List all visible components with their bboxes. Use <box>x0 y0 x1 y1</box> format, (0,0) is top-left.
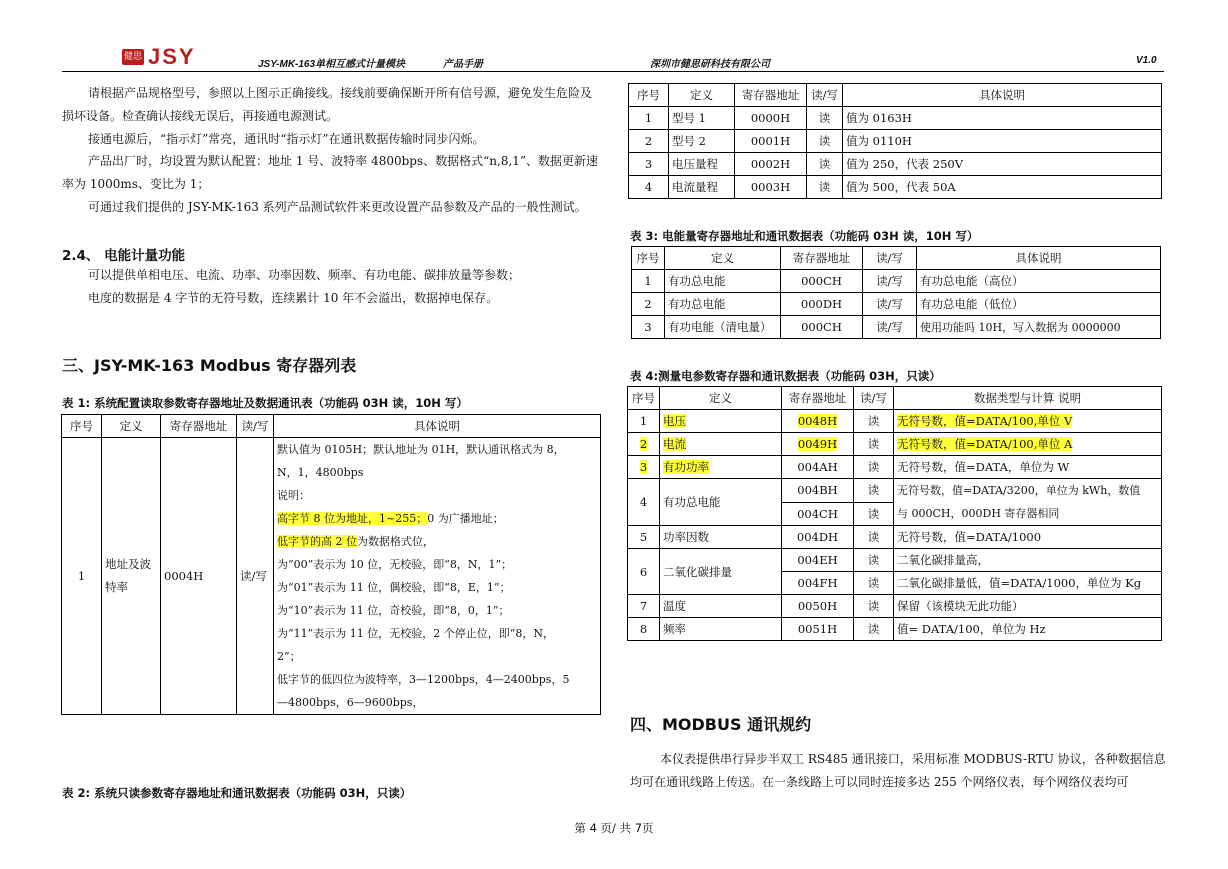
table-cell: 读 <box>854 549 894 572</box>
section-3-title: 三、JSY-MK-163 Modbus 寄存器列表 <box>62 356 357 375</box>
table-cell: 有功总电能 <box>665 293 781 316</box>
table4 <box>627 386 1162 641</box>
table-cell: 读 <box>854 433 894 456</box>
table-cell: 值为 250，代表 250V <box>843 153 1162 176</box>
highlight-mark: 电压 <box>663 414 686 428</box>
table-cell: 值为 500，代表 50A <box>843 176 1162 199</box>
table-cell: 读 <box>854 479 894 503</box>
table-cell <box>894 410 1162 433</box>
table-header-cell: 数据类型与计算 说明 <box>894 387 1162 410</box>
desc-line: 说明： <box>277 489 310 502</box>
table-cell: 温度 <box>660 595 782 618</box>
table-cell-description <box>274 438 601 715</box>
table-cell: 000CH <box>781 316 863 339</box>
table-row <box>632 316 1161 339</box>
table-cell: 有功总电能（低位） <box>917 293 1161 316</box>
paragraph-modbus: 本仪表提供串行异步半双工 RS485 通讯接口，采用标准 MODBUS-RTU 协议，各种数据信息均可在通讯线路上传送。在一条线路上可以同时连接多达 255 个网络仪表，每个网络仪表均可 <box>630 752 1166 789</box>
table-row <box>629 107 1162 130</box>
table3 <box>631 246 1161 339</box>
desc-line-highlighted <box>277 507 597 530</box>
table2-header-row <box>629 84 1162 107</box>
table-cell: 004DH <box>782 526 854 549</box>
table-cell: 004FH <box>782 572 854 595</box>
table-cell: 4 <box>628 479 660 526</box>
table-cell: 有功总电能（高位） <box>917 270 1161 293</box>
table3-header-row <box>632 247 1161 270</box>
table-header-cell: 具体说明 <box>917 247 1161 270</box>
table-row <box>62 438 601 715</box>
desc-line: 2”； <box>277 650 301 663</box>
section-2-4-title: 2.4、 电能计量功能 <box>62 248 186 264</box>
table-cell: 0050H <box>782 595 854 618</box>
desc-line: 为“00”表示为 10 位，无校验，即“8，N，1”； <box>277 558 513 571</box>
table-cell: 0000H <box>735 107 807 130</box>
table-cell: 电流量程 <box>669 176 735 199</box>
table-header-cell: 序号 <box>628 387 660 410</box>
table-header-cell: 定义 <box>669 84 735 107</box>
table-cell: 读/写 <box>863 270 917 293</box>
table-cell: 8 <box>628 618 660 641</box>
table-cell: 0002H <box>735 153 807 176</box>
table-cell: 值= DATA/100，单位为 Hz <box>894 618 1162 641</box>
table-cell-def: 地址及波特率 <box>102 438 161 715</box>
desc-line: 无符号数，值=DATA/3200，单位为 kWh，数值 <box>897 484 1141 497</box>
table-header-cell: 定义 <box>660 387 782 410</box>
table-cell: 2 <box>632 293 665 316</box>
table-cell: 二氧化碳排量高， <box>894 549 1162 572</box>
table-row <box>628 410 1162 433</box>
table-header-cell: 读/写 <box>854 387 894 410</box>
table-cell: 6 <box>628 549 660 595</box>
table-cell: 保留（该模块无此功能） <box>894 595 1162 618</box>
table-header-cell: 定义 <box>102 415 161 438</box>
table-header-cell: 序号 <box>632 247 665 270</box>
table-cell: 有功总电能 <box>665 270 781 293</box>
paragraph-defaults: 产品出厂时，均设置为默认配置：地址 1 号、波特率 4800bps、数据格式“n,8,1”、数据更新速率为 1000ms、变比为 1； <box>62 154 599 191</box>
highlight-mark: 无符号数，值=DATA/100,单位 V <box>897 414 1073 428</box>
table-cell: 0003H <box>735 176 807 199</box>
table-cell-addr: 0004H <box>161 438 237 715</box>
table3-caption: 表 3: 电能量寄存器地址和通讯数据表（功能码 03H 读，10H 写） <box>630 229 979 243</box>
table-cell <box>782 410 854 433</box>
table-cell: 读 <box>854 618 894 641</box>
table-cell: 读 <box>807 176 843 199</box>
header-product: JSY-MK-163单相互感式计量模块 <box>258 59 406 70</box>
table-cell: 型号 2 <box>669 130 735 153</box>
table-cell <box>894 433 1162 456</box>
table-header-cell: 寄存器地址 <box>782 387 854 410</box>
header-rule <box>62 71 1164 72</box>
page-number: 第 4 页/ 共 7页 <box>574 821 654 835</box>
table-header-cell: 序号 <box>62 415 102 438</box>
table-cell: 004AH <box>782 456 854 479</box>
table-cell: 004BH <box>782 479 854 503</box>
table-header-cell: 寄存器地址 <box>161 415 237 438</box>
highlight-mark: 0049H <box>797 437 838 451</box>
logo-text: JSY <box>148 44 196 69</box>
highlight-mark: 0048H <box>797 414 838 428</box>
table-cell: 读 <box>807 153 843 176</box>
table-row <box>628 595 1162 618</box>
table-cell: 1 <box>629 107 669 130</box>
table-cell: 二氧化碳排量 <box>660 549 782 595</box>
table-cell: 值为 0163H <box>843 107 1162 130</box>
table-cell: 读 <box>807 107 843 130</box>
table-row <box>628 618 1162 641</box>
paragraph-software: 可通过我们提供的 JSY-MK-163 系列产品测试软件来更改设置产品参数及产品的一般性测试。 <box>88 200 587 214</box>
table-cell: 0001H <box>735 130 807 153</box>
paragraph-energy: 电度的数据是 4 字节的无符号数，连续累计 10 年不会溢出，数据掉电保存。 <box>88 291 499 305</box>
table-row <box>628 433 1162 456</box>
table-cell <box>660 456 782 479</box>
desc-text: 0 为广播地址； <box>427 512 504 525</box>
section-4-title: 四、MODBUS 通讯规约 <box>630 715 812 734</box>
table-cell: 0051H <box>782 618 854 641</box>
table-cell <box>628 456 660 479</box>
table-header-cell: 寄存器地址 <box>735 84 807 107</box>
table-cell: 000CH <box>781 270 863 293</box>
table-cell: 值为 0110H <box>843 130 1162 153</box>
header-doc-type: 产品手册 <box>443 59 483 70</box>
table-cell: 读/写 <box>863 316 917 339</box>
table-cell <box>660 433 782 456</box>
table-cell: 1 <box>628 410 660 433</box>
desc-line: 默认值为 0105H；默认地址为 01H，默认通讯格式为 8， <box>277 443 565 456</box>
desc-line: N，1，4800bps <box>277 466 364 479</box>
table1 <box>61 414 601 715</box>
table2-caption: 表 2: 系统只读参数寄存器地址和通讯数据表（功能码 03H，只读） <box>62 786 412 800</box>
paragraph-wiring: 请根据产品规格型号，参照以上图示正确接线。接线前要确保断开所有信号源，避免发生危险及损坏设备。检查确认接线无误后，再接通电源测试。 <box>62 86 593 123</box>
table-cell: 电压量程 <box>669 153 735 176</box>
table-cell: 有功总电能 <box>660 479 782 526</box>
table1-header-row <box>62 415 601 438</box>
table-cell <box>894 479 1162 526</box>
logo-seal: 健思 <box>122 49 144 65</box>
table1-caption: 表 1: 系统配置读取参数寄存器地址及数据通讯表（功能码 03H 读，10H 写） <box>62 396 468 410</box>
table-header-cell: 读/写 <box>863 247 917 270</box>
table-cell: 000DH <box>781 293 863 316</box>
company-logo <box>122 44 196 69</box>
table-cell <box>628 433 660 456</box>
highlight-mark: 无符号数，值=DATA/100,单位 A <box>897 437 1073 451</box>
header-company: 深圳市健思研科技有限公司 <box>650 59 770 70</box>
table-cell: 读 <box>854 572 894 595</box>
table-cell: 读 <box>854 526 894 549</box>
table-header-cell: 序号 <box>629 84 669 107</box>
table-cell: 功率因数 <box>660 526 782 549</box>
desc-line: 与 000CH，000DH 寄存器相同 <box>897 507 1060 520</box>
highlight-mark: 高字节 8 位为地址，1~255； <box>277 512 428 525</box>
table-row <box>628 526 1162 549</box>
desc-line: 为“11”表示为 11 位，无校验，2 个停止位，即“8，N， <box>277 627 554 640</box>
table-row <box>628 549 1162 572</box>
desc-line: 为“01”表示为 11 位，偶校验，即“8，E，1”； <box>277 581 511 594</box>
table4-caption: 表 4:测量电参数寄存器和通讯数据表（功能码 03H，只读） <box>630 369 941 383</box>
highlight-mark: 有功功率 <box>663 460 709 474</box>
table-row <box>629 130 1162 153</box>
table-cell-rw: 读/写 <box>237 438 274 715</box>
highlight-mark: 电流 <box>663 437 686 451</box>
table-header-cell: 读/写 <box>807 84 843 107</box>
table-cell: 读/写 <box>863 293 917 316</box>
paragraph-power-on: 接通电源后，“指示灯”常亮，通讯时“指示灯”在通讯数据传输时同步闪烁。 <box>88 132 485 146</box>
highlight-mark: 3 <box>639 460 648 474</box>
table-header-cell: 具体说明 <box>274 415 601 438</box>
table-cell: 频率 <box>660 618 782 641</box>
desc-line: 为“10”表示为 11 位，奇校验，即“8，0，1”； <box>277 604 510 617</box>
table-cell-no: 1 <box>62 438 102 715</box>
table-cell: 使用功能吗 10H，写入数据为 0000000 <box>917 316 1161 339</box>
table-cell: 读 <box>807 130 843 153</box>
table-cell: 读 <box>854 502 894 526</box>
table-cell: 读 <box>854 410 894 433</box>
table-cell: 读 <box>854 595 894 618</box>
table2 <box>628 83 1162 199</box>
table-cell: 有功电能（清电量） <box>665 316 781 339</box>
highlight-mark: 低字节的高 2 位 <box>277 535 357 548</box>
table-cell: 无符号数，值=DATA，单位为 W <box>894 456 1162 479</box>
table-header-cell: 具体说明 <box>843 84 1162 107</box>
table-cell: 3 <box>632 316 665 339</box>
table-header-cell: 读/写 <box>237 415 274 438</box>
table-cell: 4 <box>629 176 669 199</box>
table-cell: 5 <box>628 526 660 549</box>
table-row <box>629 153 1162 176</box>
table-row <box>632 270 1161 293</box>
table4-header-row <box>628 387 1162 410</box>
table-cell: 无符号数，值=DATA/1000 <box>894 526 1162 549</box>
table-cell: 004EH <box>782 549 854 572</box>
table-cell: 二氧化碳排量低，值=DATA/1000，单位为 Kg <box>894 572 1162 595</box>
desc-line: 低字节的低四位为波特率，3—1200bps，4—2400bps，5 <box>277 673 570 686</box>
table-row <box>632 293 1161 316</box>
desc-text: 为数据格式位， <box>357 535 434 548</box>
paragraph-metering: 可以提供单相电压、电流、功率、功率因数、频率、有功电能、碳排放量等参数； <box>88 268 521 282</box>
header-version: V1.0 <box>1136 55 1157 66</box>
highlight-mark: 2 <box>639 437 648 451</box>
table-row <box>628 479 1162 503</box>
table-cell <box>660 410 782 433</box>
table-cell: 读 <box>854 456 894 479</box>
table-cell: 型号 1 <box>669 107 735 130</box>
desc-line: —4800bps，6—9600bps， <box>277 696 424 709</box>
desc-line-highlighted <box>277 530 597 553</box>
table-cell: 7 <box>628 595 660 618</box>
table-cell: 004CH <box>782 502 854 526</box>
table-header-cell: 定义 <box>665 247 781 270</box>
table-cell <box>782 433 854 456</box>
table-cell: 3 <box>629 153 669 176</box>
table-cell: 2 <box>629 130 669 153</box>
table-cell: 1 <box>632 270 665 293</box>
table-row <box>628 456 1162 479</box>
table-header-cell: 寄存器地址 <box>781 247 863 270</box>
table-row <box>629 176 1162 199</box>
